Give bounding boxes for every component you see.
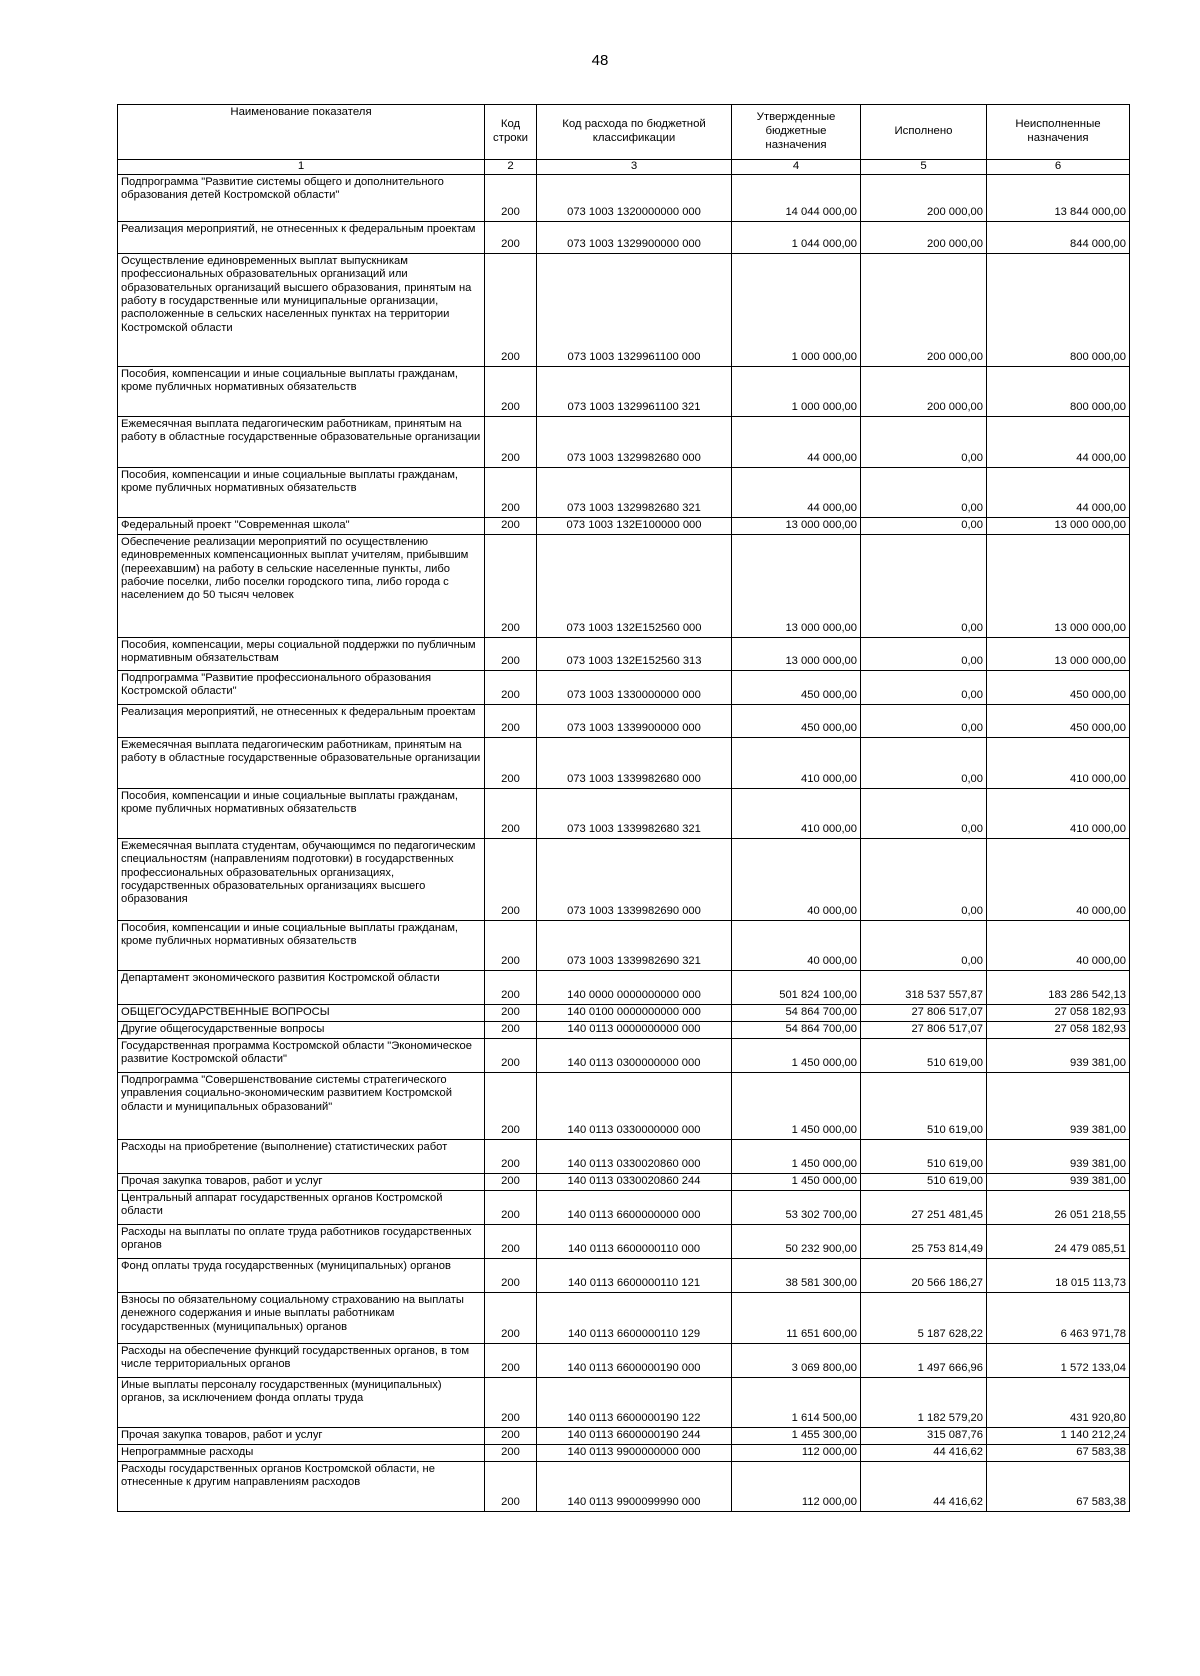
row-budget-code: 073 1003 132E152560 000 xyxy=(537,534,732,637)
row-unexecuted: 40 000,00 xyxy=(987,838,1130,920)
row-executed: 20 566 186,27 xyxy=(861,1258,987,1292)
table-row xyxy=(118,1021,1130,1038)
row-executed: 5 187 628,22 xyxy=(861,1292,987,1343)
header-name: Наименование показателя xyxy=(118,105,485,160)
row-unexecuted: 13 844 000,00 xyxy=(987,174,1130,221)
row-executed: 0,00 xyxy=(861,637,987,670)
row-name: Реализация мероприятий, не отнесенных к федеральным проектам xyxy=(118,221,485,253)
row-executed: 27 251 481,45 xyxy=(861,1190,987,1224)
row-unexecuted: 1 572 133,04 xyxy=(987,1343,1130,1377)
row-unexecuted: 800 000,00 xyxy=(987,253,1130,366)
row-executed: 510 619,00 xyxy=(861,1072,987,1139)
row-budget-code: 073 1003 1339982680 000 xyxy=(537,737,732,788)
row-unexecuted: 67 583,38 xyxy=(987,1444,1130,1461)
header-executed: Исполнено xyxy=(861,105,987,160)
row-approved: 44 000,00 xyxy=(732,416,861,467)
table-row xyxy=(118,1004,1130,1021)
row-line-code: 200 xyxy=(485,467,537,517)
row-approved: 38 581 300,00 xyxy=(732,1258,861,1292)
table-row xyxy=(118,704,1130,737)
row-line-code: 200 xyxy=(485,1258,537,1292)
row-budget-code: 140 0113 0330020860 000 xyxy=(537,1139,732,1173)
row-line-code: 200 xyxy=(485,1461,537,1511)
row-budget-code: 140 0113 0330000000 000 xyxy=(537,1072,732,1139)
table-row xyxy=(118,534,1130,637)
row-line-code: 200 xyxy=(485,1021,537,1038)
row-name: Непрограммные расходы xyxy=(118,1444,485,1461)
row-line-code: 200 xyxy=(485,1343,537,1377)
row-unexecuted: 431 920,80 xyxy=(987,1377,1130,1427)
row-budget-code: 140 0113 9900099990 000 xyxy=(537,1461,732,1511)
row-budget-code: 073 1003 1339900000 000 xyxy=(537,704,732,737)
row-name: Пособия, компенсации, меры социальной поддержки по публичным нормативным обязательствам xyxy=(118,637,485,670)
row-unexecuted: 800 000,00 xyxy=(987,366,1130,416)
row-executed: 1 497 666,96 xyxy=(861,1343,987,1377)
row-unexecuted: 13 000 000,00 xyxy=(987,534,1130,637)
table-row xyxy=(118,467,1130,517)
row-executed: 0,00 xyxy=(861,838,987,920)
row-name: Обеспечение реализации мероприятий по осуществлению единовременных компенсационных выплат учителям, прибывшим (переехавшим) на работу в сельские населенные пункты, либо рабочие поселки, либо поселки городского типа, либо города с населением до 50 тысяч человек xyxy=(118,534,485,637)
row-line-code: 200 xyxy=(485,1072,537,1139)
row-line-code: 200 xyxy=(485,1004,537,1021)
row-approved: 450 000,00 xyxy=(732,670,861,704)
row-executed: 0,00 xyxy=(861,467,987,517)
row-line-code: 200 xyxy=(485,253,537,366)
row-executed: 200 000,00 xyxy=(861,174,987,221)
row-line-code: 200 xyxy=(485,838,537,920)
row-name: Прочая закупка товаров, работ и услуг xyxy=(118,1173,485,1190)
row-line-code: 200 xyxy=(485,704,537,737)
row-budget-code: 073 1003 132E100000 000 xyxy=(537,517,732,534)
row-name: Департамент экономического развития Костромской области xyxy=(118,970,485,1004)
table-row xyxy=(118,1444,1130,1461)
row-executed: 0,00 xyxy=(861,737,987,788)
row-budget-code: 073 1003 1339982690 000 xyxy=(537,838,732,920)
table-row xyxy=(118,788,1130,838)
row-name: Подпрограмма "Совершенствование системы стратегического управления социально-экономическим развитием Костромской области и муниципальных образований" xyxy=(118,1072,485,1139)
row-budget-code: 140 0113 6600000000 000 xyxy=(537,1190,732,1224)
row-executed: 27 806 517,07 xyxy=(861,1021,987,1038)
row-budget-code: 073 1003 1329982680 321 xyxy=(537,467,732,517)
row-name: Расходы государственных органов Костромской области, не отнесенные к другим направлениям расходов xyxy=(118,1461,485,1511)
row-approved: 40 000,00 xyxy=(732,920,861,970)
row-unexecuted: 844 000,00 xyxy=(987,221,1130,253)
row-unexecuted: 410 000,00 xyxy=(987,788,1130,838)
budget-execution-table xyxy=(117,104,1130,1512)
row-line-code: 200 xyxy=(485,637,537,670)
table-row xyxy=(118,1190,1130,1224)
row-unexecuted: 27 058 182,93 xyxy=(987,1021,1130,1038)
col-number-2: 2 xyxy=(485,160,537,175)
row-executed: 0,00 xyxy=(861,670,987,704)
row-unexecuted: 6 463 971,78 xyxy=(987,1292,1130,1343)
row-executed: 0,00 xyxy=(861,704,987,737)
row-approved: 410 000,00 xyxy=(732,788,861,838)
row-executed: 510 619,00 xyxy=(861,1173,987,1190)
row-executed: 25 753 814,49 xyxy=(861,1224,987,1258)
row-line-code: 200 xyxy=(485,788,537,838)
row-budget-code: 140 0113 0300000000 000 xyxy=(537,1038,732,1072)
row-unexecuted: 44 000,00 xyxy=(987,416,1130,467)
row-executed: 1 182 579,20 xyxy=(861,1377,987,1427)
header-unexecuted: Неисполненные назначения xyxy=(987,105,1130,160)
col-number-5: 5 xyxy=(861,160,987,175)
row-approved: 13 000 000,00 xyxy=(732,534,861,637)
row-name: Государственная программа Костромской области "Экономическое развитие Костромской области" xyxy=(118,1038,485,1072)
row-approved: 11 651 600,00 xyxy=(732,1292,861,1343)
row-approved: 50 232 900,00 xyxy=(732,1224,861,1258)
row-name: Осуществление единовременных выплат выпускникам профессиональных образовательных организаций или образовательных организаций высшего образования, принятым на работу в государственные или муниципальные организации, расположенные в сельских населенных пунктах на территории Костромской области xyxy=(118,253,485,366)
table-row xyxy=(118,1427,1130,1444)
row-approved: 1 614 500,00 xyxy=(732,1377,861,1427)
row-budget-code: 140 0113 6600000190 122 xyxy=(537,1377,732,1427)
row-line-code: 200 xyxy=(485,174,537,221)
row-unexecuted: 939 381,00 xyxy=(987,1139,1130,1173)
row-budget-code: 140 0113 6600000110 121 xyxy=(537,1258,732,1292)
row-budget-code: 073 1003 1339982680 321 xyxy=(537,788,732,838)
row-unexecuted: 410 000,00 xyxy=(987,737,1130,788)
row-approved: 13 000 000,00 xyxy=(732,637,861,670)
row-name: Федеральный проект "Современная школа" xyxy=(118,517,485,534)
row-unexecuted: 183 286 542,13 xyxy=(987,970,1130,1004)
row-unexecuted: 27 058 182,93 xyxy=(987,1004,1130,1021)
table-row xyxy=(118,1461,1130,1511)
row-budget-code: 073 1003 1329982680 000 xyxy=(537,416,732,467)
row-line-code: 200 xyxy=(485,366,537,416)
row-approved: 14 044 000,00 xyxy=(732,174,861,221)
row-line-code: 200 xyxy=(485,670,537,704)
row-executed: 27 806 517,07 xyxy=(861,1004,987,1021)
table-row xyxy=(118,1292,1130,1343)
row-budget-code: 140 0113 9900000000 000 xyxy=(537,1444,732,1461)
row-approved: 1 450 000,00 xyxy=(732,1173,861,1190)
header-budget-code: Код расхода по бюджетной классификации xyxy=(537,105,732,160)
header-approved: Утвержденные бюджетные назначения xyxy=(732,105,861,160)
row-approved: 1 000 000,00 xyxy=(732,366,861,416)
row-line-code: 200 xyxy=(485,1224,537,1258)
row-name: Расходы на приобретение (выполнение) статистических работ xyxy=(118,1139,485,1173)
row-unexecuted: 939 381,00 xyxy=(987,1072,1130,1139)
row-line-code: 200 xyxy=(485,1139,537,1173)
row-budget-code: 140 0113 0330020860 244 xyxy=(537,1173,732,1190)
row-name: Пособия, компенсации и иные социальные выплаты гражданам, кроме публичных нормативных обязательств xyxy=(118,920,485,970)
row-name: Подпрограмма "Развитие системы общего и дополнительного образования детей Костромской области" xyxy=(118,174,485,221)
row-name: Ежемесячная выплата педагогическим работникам, принятым на работу в областные государственные образовательные организации xyxy=(118,416,485,467)
row-executed: 510 619,00 xyxy=(861,1038,987,1072)
row-approved: 1 450 000,00 xyxy=(732,1139,861,1173)
row-approved: 54 864 700,00 xyxy=(732,1021,861,1038)
row-unexecuted: 67 583,38 xyxy=(987,1461,1130,1511)
row-approved: 53 302 700,00 xyxy=(732,1190,861,1224)
row-line-code: 200 xyxy=(485,1173,537,1190)
row-executed: 0,00 xyxy=(861,416,987,467)
row-name: ОБЩЕГОСУДАРСТВЕННЫЕ ВОПРОСЫ xyxy=(118,1004,485,1021)
row-unexecuted: 13 000 000,00 xyxy=(987,517,1130,534)
col-number-6: 6 xyxy=(987,160,1130,175)
row-line-code: 200 xyxy=(485,1427,537,1444)
row-unexecuted: 40 000,00 xyxy=(987,920,1130,970)
row-approved: 54 864 700,00 xyxy=(732,1004,861,1021)
row-name: Реализация мероприятий, не отнесенных к федеральным проектам xyxy=(118,704,485,737)
row-budget-code: 140 0113 6600000110 129 xyxy=(537,1292,732,1343)
table-row xyxy=(118,1072,1130,1139)
row-executed: 44 416,62 xyxy=(861,1444,987,1461)
row-unexecuted: 939 381,00 xyxy=(987,1038,1130,1072)
row-budget-code: 140 0113 6600000190 000 xyxy=(537,1343,732,1377)
row-approved: 44 000,00 xyxy=(732,467,861,517)
table-row xyxy=(118,637,1130,670)
table-row xyxy=(118,1038,1130,1072)
row-executed: 200 000,00 xyxy=(861,221,987,253)
row-unexecuted: 450 000,00 xyxy=(987,670,1130,704)
table-body xyxy=(118,174,1130,1511)
row-line-code: 200 xyxy=(485,737,537,788)
row-approved: 1 044 000,00 xyxy=(732,221,861,253)
row-executed: 0,00 xyxy=(861,788,987,838)
table-row xyxy=(118,253,1130,366)
header-line-code: Код строки xyxy=(485,105,537,160)
table-row xyxy=(118,517,1130,534)
row-line-code: 200 xyxy=(485,1190,537,1224)
row-unexecuted: 24 479 085,51 xyxy=(987,1224,1130,1258)
row-unexecuted: 1 140 212,24 xyxy=(987,1427,1130,1444)
row-unexecuted: 939 381,00 xyxy=(987,1173,1130,1190)
row-name: Взносы по обязательному социальному страхованию на выплаты денежного содержания и иные выплаты работникам государственных (муниципальных) органов xyxy=(118,1292,485,1343)
row-budget-code: 073 1003 1329961100 000 xyxy=(537,253,732,366)
row-executed: 200 000,00 xyxy=(861,366,987,416)
row-executed: 44 416,62 xyxy=(861,1461,987,1511)
row-line-code: 200 xyxy=(485,1038,537,1072)
table-row xyxy=(118,670,1130,704)
table-row xyxy=(118,920,1130,970)
table-row xyxy=(118,366,1130,416)
row-unexecuted: 44 000,00 xyxy=(987,467,1130,517)
row-name: Ежемесячная выплата педагогическим работникам, принятым на работу в областные государственные образовательные организации xyxy=(118,737,485,788)
row-name: Пособия, компенсации и иные социальные выплаты гражданам, кроме публичных нормативных обязательств xyxy=(118,467,485,517)
row-executed: 0,00 xyxy=(861,534,987,637)
page-number: 48 xyxy=(591,52,609,69)
row-line-code: 200 xyxy=(485,221,537,253)
table-row xyxy=(118,1343,1130,1377)
row-executed: 0,00 xyxy=(861,517,987,534)
row-name: Центральный аппарат государственных органов Костромской области xyxy=(118,1190,485,1224)
row-budget-code: 140 0113 0000000000 000 xyxy=(537,1021,732,1038)
row-name: Другие общегосударственные вопросы xyxy=(118,1021,485,1038)
row-budget-code: 073 1003 1329961100 321 xyxy=(537,366,732,416)
table-row xyxy=(118,1224,1130,1258)
row-budget-code: 140 0113 6600000190 244 xyxy=(537,1427,732,1444)
row-name: Расходы на обеспечение функций государственных органов, в том числе территориальных органов xyxy=(118,1343,485,1377)
row-approved: 501 824 100,00 xyxy=(732,970,861,1004)
row-approved: 1 450 000,00 xyxy=(732,1072,861,1139)
row-budget-code: 140 0113 6600000110 000 xyxy=(537,1224,732,1258)
row-unexecuted: 13 000 000,00 xyxy=(987,637,1130,670)
row-budget-code: 073 1003 1339982690 321 xyxy=(537,920,732,970)
row-approved: 1 455 300,00 xyxy=(732,1427,861,1444)
row-name: Пособия, компенсации и иные социальные выплаты гражданам, кроме публичных нормативных обязательств xyxy=(118,366,485,416)
row-approved: 40 000,00 xyxy=(732,838,861,920)
row-executed: 315 087,76 xyxy=(861,1427,987,1444)
row-line-code: 200 xyxy=(485,1444,537,1461)
col-number-1: 1 xyxy=(118,160,485,175)
row-approved: 410 000,00 xyxy=(732,737,861,788)
row-name: Подпрограмма "Развитие профессионального образования Костромской области" xyxy=(118,670,485,704)
row-approved: 112 000,00 xyxy=(732,1461,861,1511)
row-executed: 318 537 557,87 xyxy=(861,970,987,1004)
row-budget-code: 073 1003 132E152560 313 xyxy=(537,637,732,670)
row-name: Прочая закупка товаров, работ и услуг xyxy=(118,1427,485,1444)
row-approved: 1 000 000,00 xyxy=(732,253,861,366)
row-line-code: 200 xyxy=(485,1377,537,1427)
table-row xyxy=(118,416,1130,467)
table-row xyxy=(118,221,1130,253)
row-budget-code: 140 0100 0000000000 000 xyxy=(537,1004,732,1021)
row-budget-code: 140 0000 0000000000 000 xyxy=(537,970,732,1004)
table-row xyxy=(118,970,1130,1004)
row-approved: 112 000,00 xyxy=(732,1444,861,1461)
row-approved: 1 450 000,00 xyxy=(732,1038,861,1072)
row-budget-code: 073 1003 1330000000 000 xyxy=(537,670,732,704)
row-name: Расходы на выплаты по оплате труда работников государственных органов xyxy=(118,1224,485,1258)
row-unexecuted: 26 051 218,55 xyxy=(987,1190,1130,1224)
row-budget-code: 073 1003 1320000000 000 xyxy=(537,174,732,221)
row-executed: 200 000,00 xyxy=(861,253,987,366)
row-approved: 450 000,00 xyxy=(732,704,861,737)
row-executed: 0,00 xyxy=(861,920,987,970)
table-row xyxy=(118,1139,1130,1173)
row-unexecuted: 18 015 113,73 xyxy=(987,1258,1130,1292)
table-row xyxy=(118,737,1130,788)
table-row xyxy=(118,838,1130,920)
row-name: Фонд оплаты труда государственных (муниципальных) органов xyxy=(118,1258,485,1292)
row-name: Пособия, компенсации и иные социальные выплаты гражданам, кроме публичных нормативных обязательств xyxy=(118,788,485,838)
col-number-4: 4 xyxy=(732,160,861,175)
table-row xyxy=(118,1377,1130,1427)
row-line-code: 200 xyxy=(485,534,537,637)
row-approved: 13 000 000,00 xyxy=(732,517,861,534)
row-line-code: 200 xyxy=(485,920,537,970)
row-line-code: 200 xyxy=(485,416,537,467)
table-row xyxy=(118,1173,1130,1190)
col-number-3: 3 xyxy=(537,160,732,175)
row-unexecuted: 450 000,00 xyxy=(987,704,1130,737)
row-line-code: 200 xyxy=(485,970,537,1004)
row-name: Иные выплаты персоналу государственных (муниципальных) органов, за исключением фонда оплаты труда xyxy=(118,1377,485,1427)
row-name: Ежемесячная выплата студентам, обучающимся по педагогическим специальностям (направлениям подготовки) в государственных профессиональных образовательных организациях, государственных образовательных организациях высшего образования xyxy=(118,838,485,920)
row-budget-code: 073 1003 1329900000 000 xyxy=(537,221,732,253)
row-line-code: 200 xyxy=(485,1292,537,1343)
row-executed: 510 619,00 xyxy=(861,1139,987,1173)
row-line-code: 200 xyxy=(485,517,537,534)
row-approved: 3 069 800,00 xyxy=(732,1343,861,1377)
table-row xyxy=(118,174,1130,221)
table-row xyxy=(118,1258,1130,1292)
